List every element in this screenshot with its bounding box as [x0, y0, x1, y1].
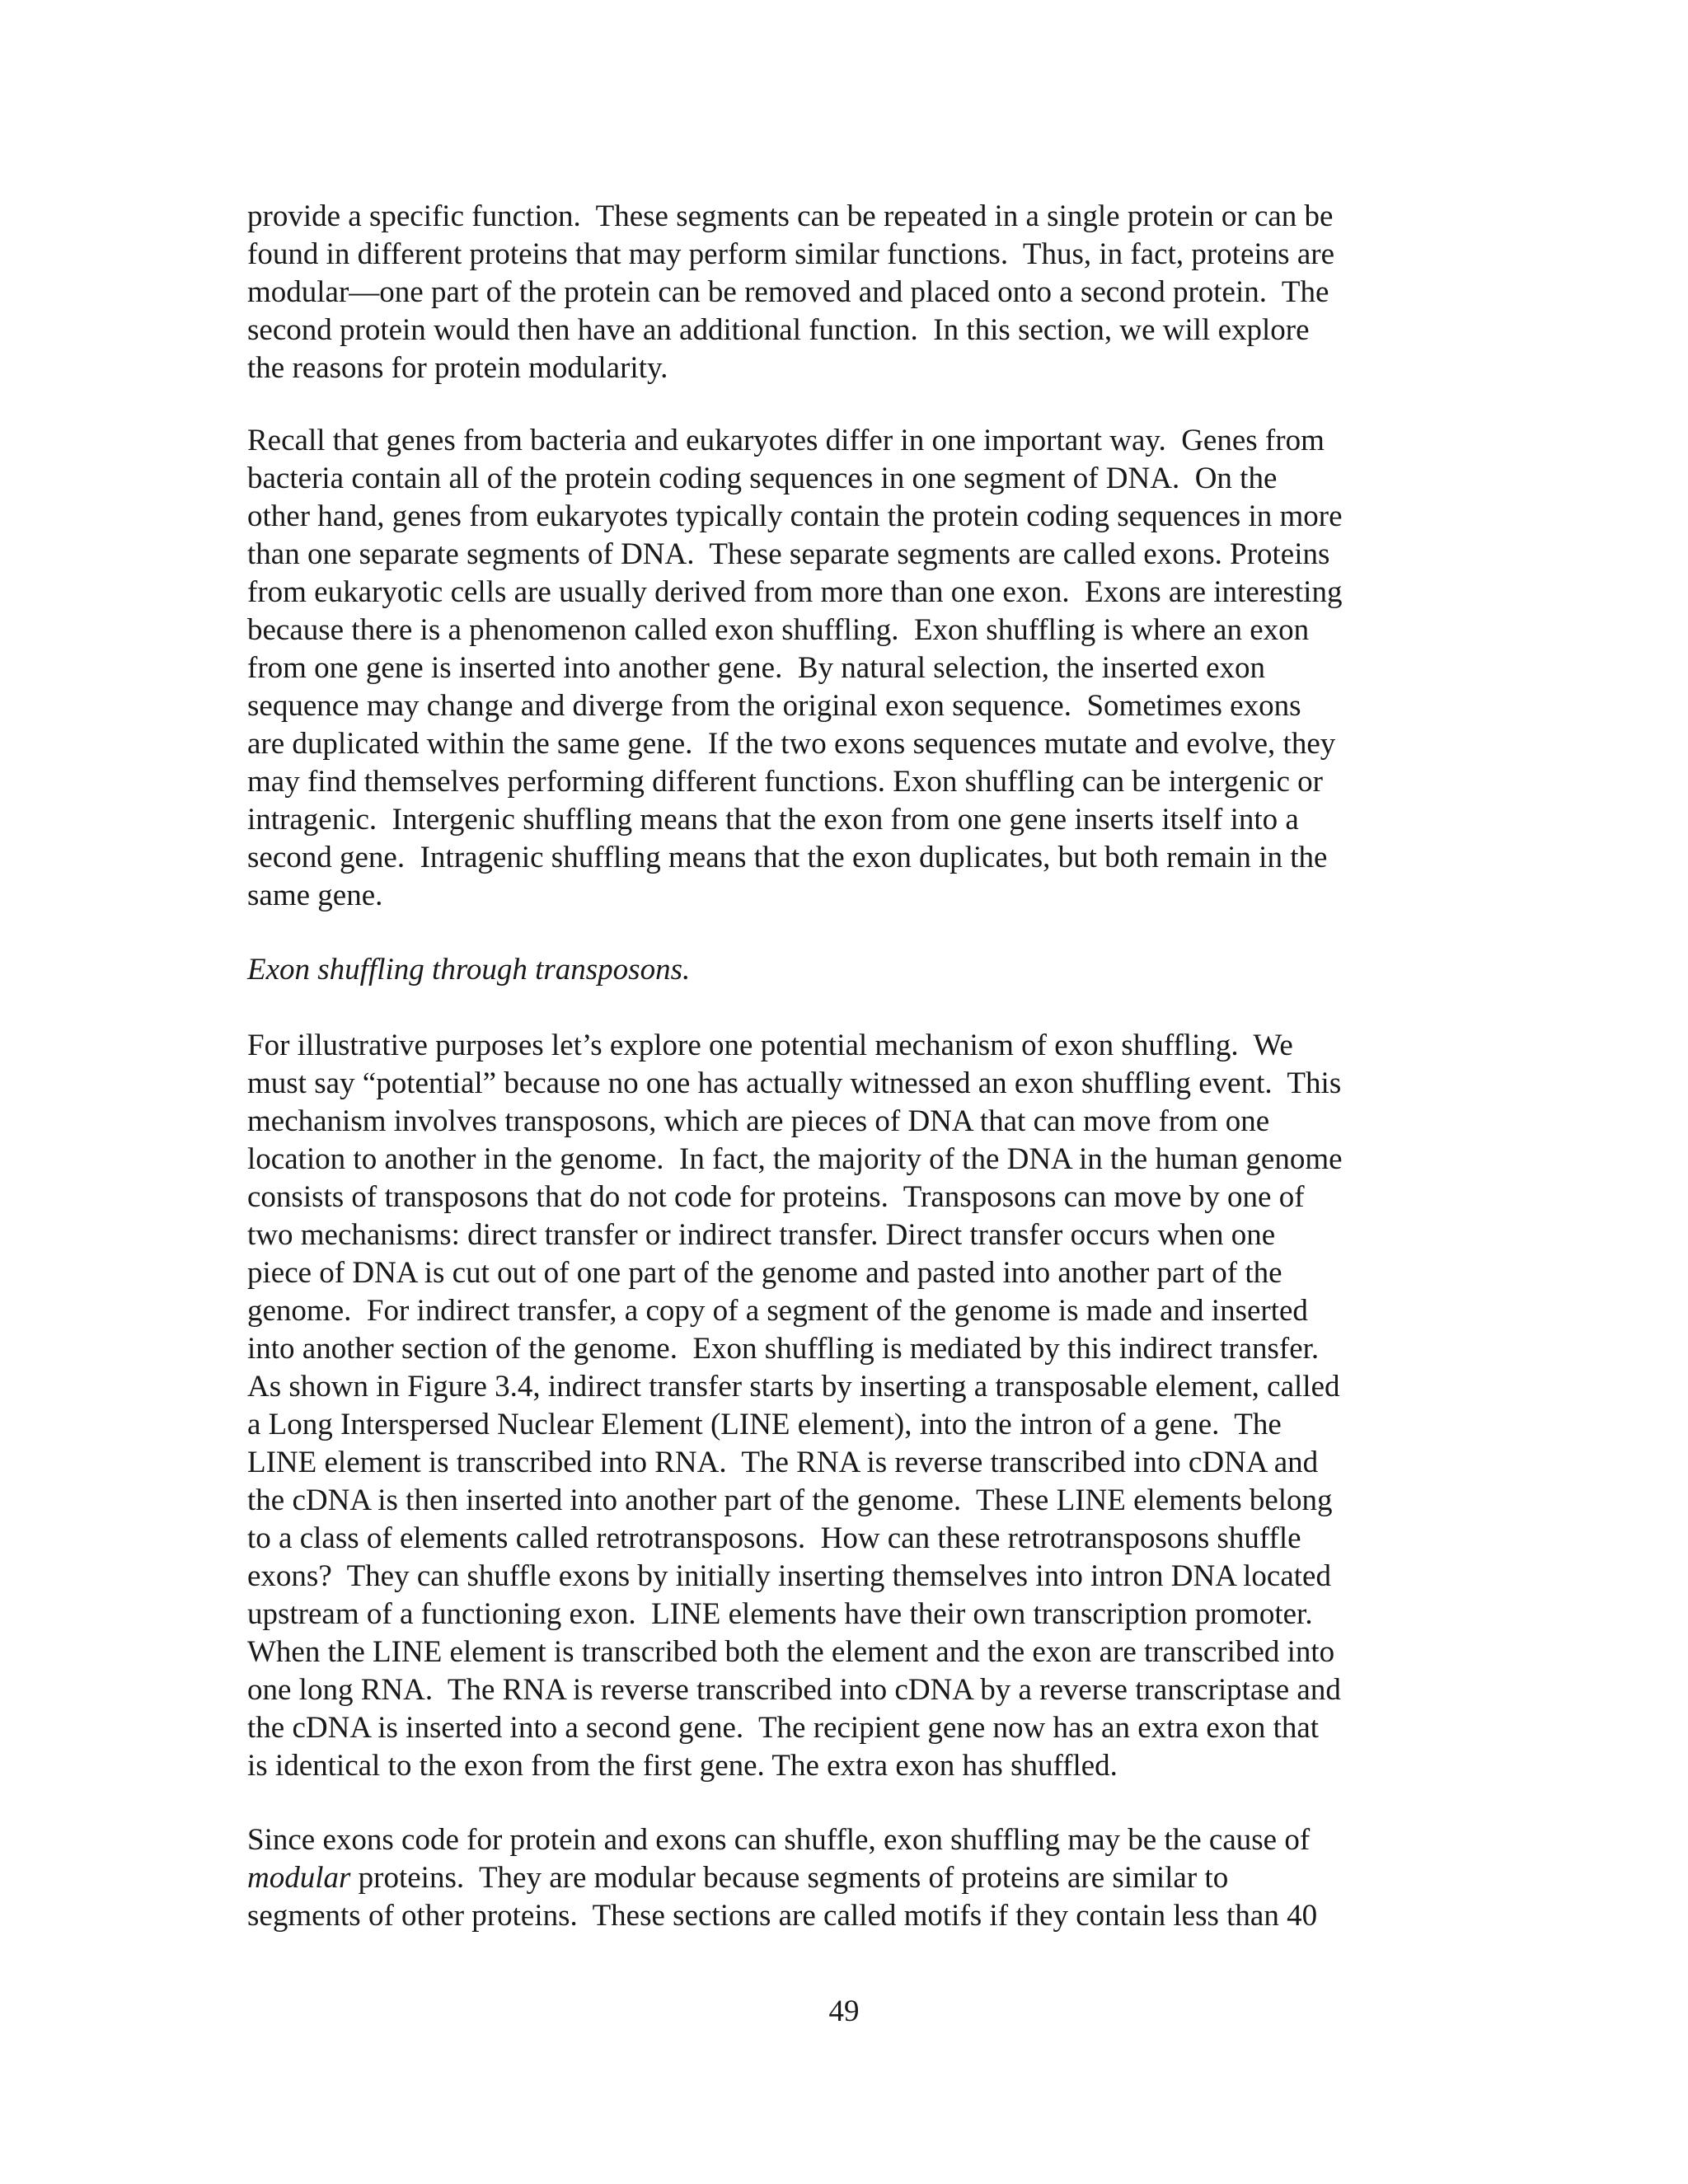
text-line: For illustrative purposes let’s explore one potential mechanism of exon shuffling. We: [247, 1029, 1293, 1062]
text-line-mixed: [247, 1859, 1451, 1897]
text-line: bacteria contain all of the protein coding sequences in one segment of DNA. On the: [247, 462, 1278, 495]
text-line: intragenic. Intergenic shuffling means that the exon from one gene inserts itself into a: [247, 803, 1299, 837]
text-line: exons? They can shuffle exons by initially inserting themselves into intron DNA located: [247, 1559, 1331, 1593]
text-line: When the LINE element is transcribed both the element and the exon are transcribed into: [247, 1635, 1335, 1669]
text-line: must say “potential” because no one has actually witnessed an exon shuffling event. This: [247, 1066, 1342, 1100]
text-line: genome. For indirect transfer, a copy of a segment of the genome is made and inserted: [247, 1294, 1308, 1328]
text-line: upstream of a functioning exon. LINE elements have their own transcription promoter.: [247, 1597, 1313, 1631]
text-line: because there is a phenomenon called exon shuffling. Exon shuffling is where an exon: [247, 613, 1310, 647]
text-line: other hand, genes from eukaryotes typically contain the protein coding sequences in more: [247, 499, 1343, 533]
text-line: Since exons code for protein and exons can shuffle, exon shuffling may be the cause of: [247, 1823, 1311, 1857]
text-line: location to another in the genome. In fact, the majority of the DNA in the human genome: [247, 1142, 1343, 1176]
paragraph-3: [247, 1027, 1451, 1785]
text-line: from eukaryotic cells are usually derived from more than one exon. Exons are interesting: [247, 575, 1343, 609]
text-line: may find themselves performing different functions. Exon shuffling can be intergenic or: [247, 765, 1323, 799]
text-line: As shown in Figure 3.4, indirect transfer starts by inserting a transposable element, called: [247, 1370, 1340, 1404]
text-line: the cDNA is then inserted into another part of the genome. These LINE elements belong: [247, 1483, 1333, 1517]
text-line: from one gene is inserted into another gene. By natural selection, the inserted exon: [247, 651, 1266, 685]
text-line: second gene. Intragenic shuffling means that the exon duplicates, but both remain in the: [247, 841, 1328, 874]
text-line: piece of DNA is cut out of one part of the genome and pasted into another part of the: [247, 1256, 1282, 1290]
text-line: the cDNA is inserted into a second gene. The recipient gene now has an extra exon that: [247, 1711, 1320, 1745]
text-line: one long RNA. The RNA is reverse transcribed into cDNA by a reverse transcriptase and: [247, 1673, 1341, 1707]
text-line: are duplicated within the same gene. If the two exons sequences mutate and evolve, they: [247, 727, 1336, 761]
text-line: sequence may change and diverge from the original exon sequence. Sometimes exons: [247, 689, 1301, 723]
text-line: to a class of elements called retrotransposons. How can these retrotransposons shuffle: [247, 1521, 1301, 1555]
text-line: provide a specific function. These segments can be repeated in a single protein or can be: [247, 199, 1334, 233]
text-line: segments of other proteins. These sections are called motifs if they contain less than 40: [247, 1899, 1318, 1933]
paragraph-2: [247, 422, 1451, 915]
text-line: than one separate segments of DNA. These separate segments are called exons. Proteins: [247, 537, 1330, 571]
emphasis-text: modular: [247, 1861, 351, 1895]
text-line: found in different proteins that may perform similar functions. Thus, in fact, proteins are: [247, 237, 1334, 271]
text-run: proteins. They are modular because segments of proteins are similar to: [350, 1861, 1229, 1895]
section-heading-text: Exon shuffling through transposons.: [247, 953, 691, 987]
text-line: two mechanisms: direct transfer or indirect transfer. Direct transfer occurs when one: [247, 1218, 1276, 1252]
text-line: is identical to the exon from the first gene. The extra exon has shuffled.: [247, 1749, 1118, 1783]
paragraph-1: [247, 198, 1451, 387]
text-line: Recall that genes from bacteria and eukaryotes differ in one important way. Genes from: [247, 424, 1325, 457]
text-line: the reasons for protein modularity.: [247, 351, 668, 385]
text-line: second protein would then have an additional function. In this section, we will explore: [247, 313, 1310, 347]
text-line: a Long Interspersed Nuclear Element (LINE element), into the intron of a gene. The: [247, 1408, 1282, 1441]
text-line: mechanism involves transposons, which are pieces of DNA that can move from one: [247, 1104, 1270, 1138]
text-line: modular—one part of the protein can be removed and placed onto a second protein. The: [247, 275, 1329, 309]
text-line: into another section of the genome. Exon shuffling is mediated by this indirect transfer.: [247, 1332, 1320, 1366]
text-line: LINE element is transcribed into RNA. The RNA is reverse transcribed into cDNA and: [247, 1446, 1319, 1479]
page-number: 49: [828, 1994, 860, 2028]
paragraph-4: [247, 1821, 1451, 1935]
section-heading: [247, 951, 1451, 989]
text-line: same gene.: [247, 879, 383, 912]
text-line: consists of transposons that do not code for proteins. Transposons can move by one of: [247, 1180, 1305, 1214]
